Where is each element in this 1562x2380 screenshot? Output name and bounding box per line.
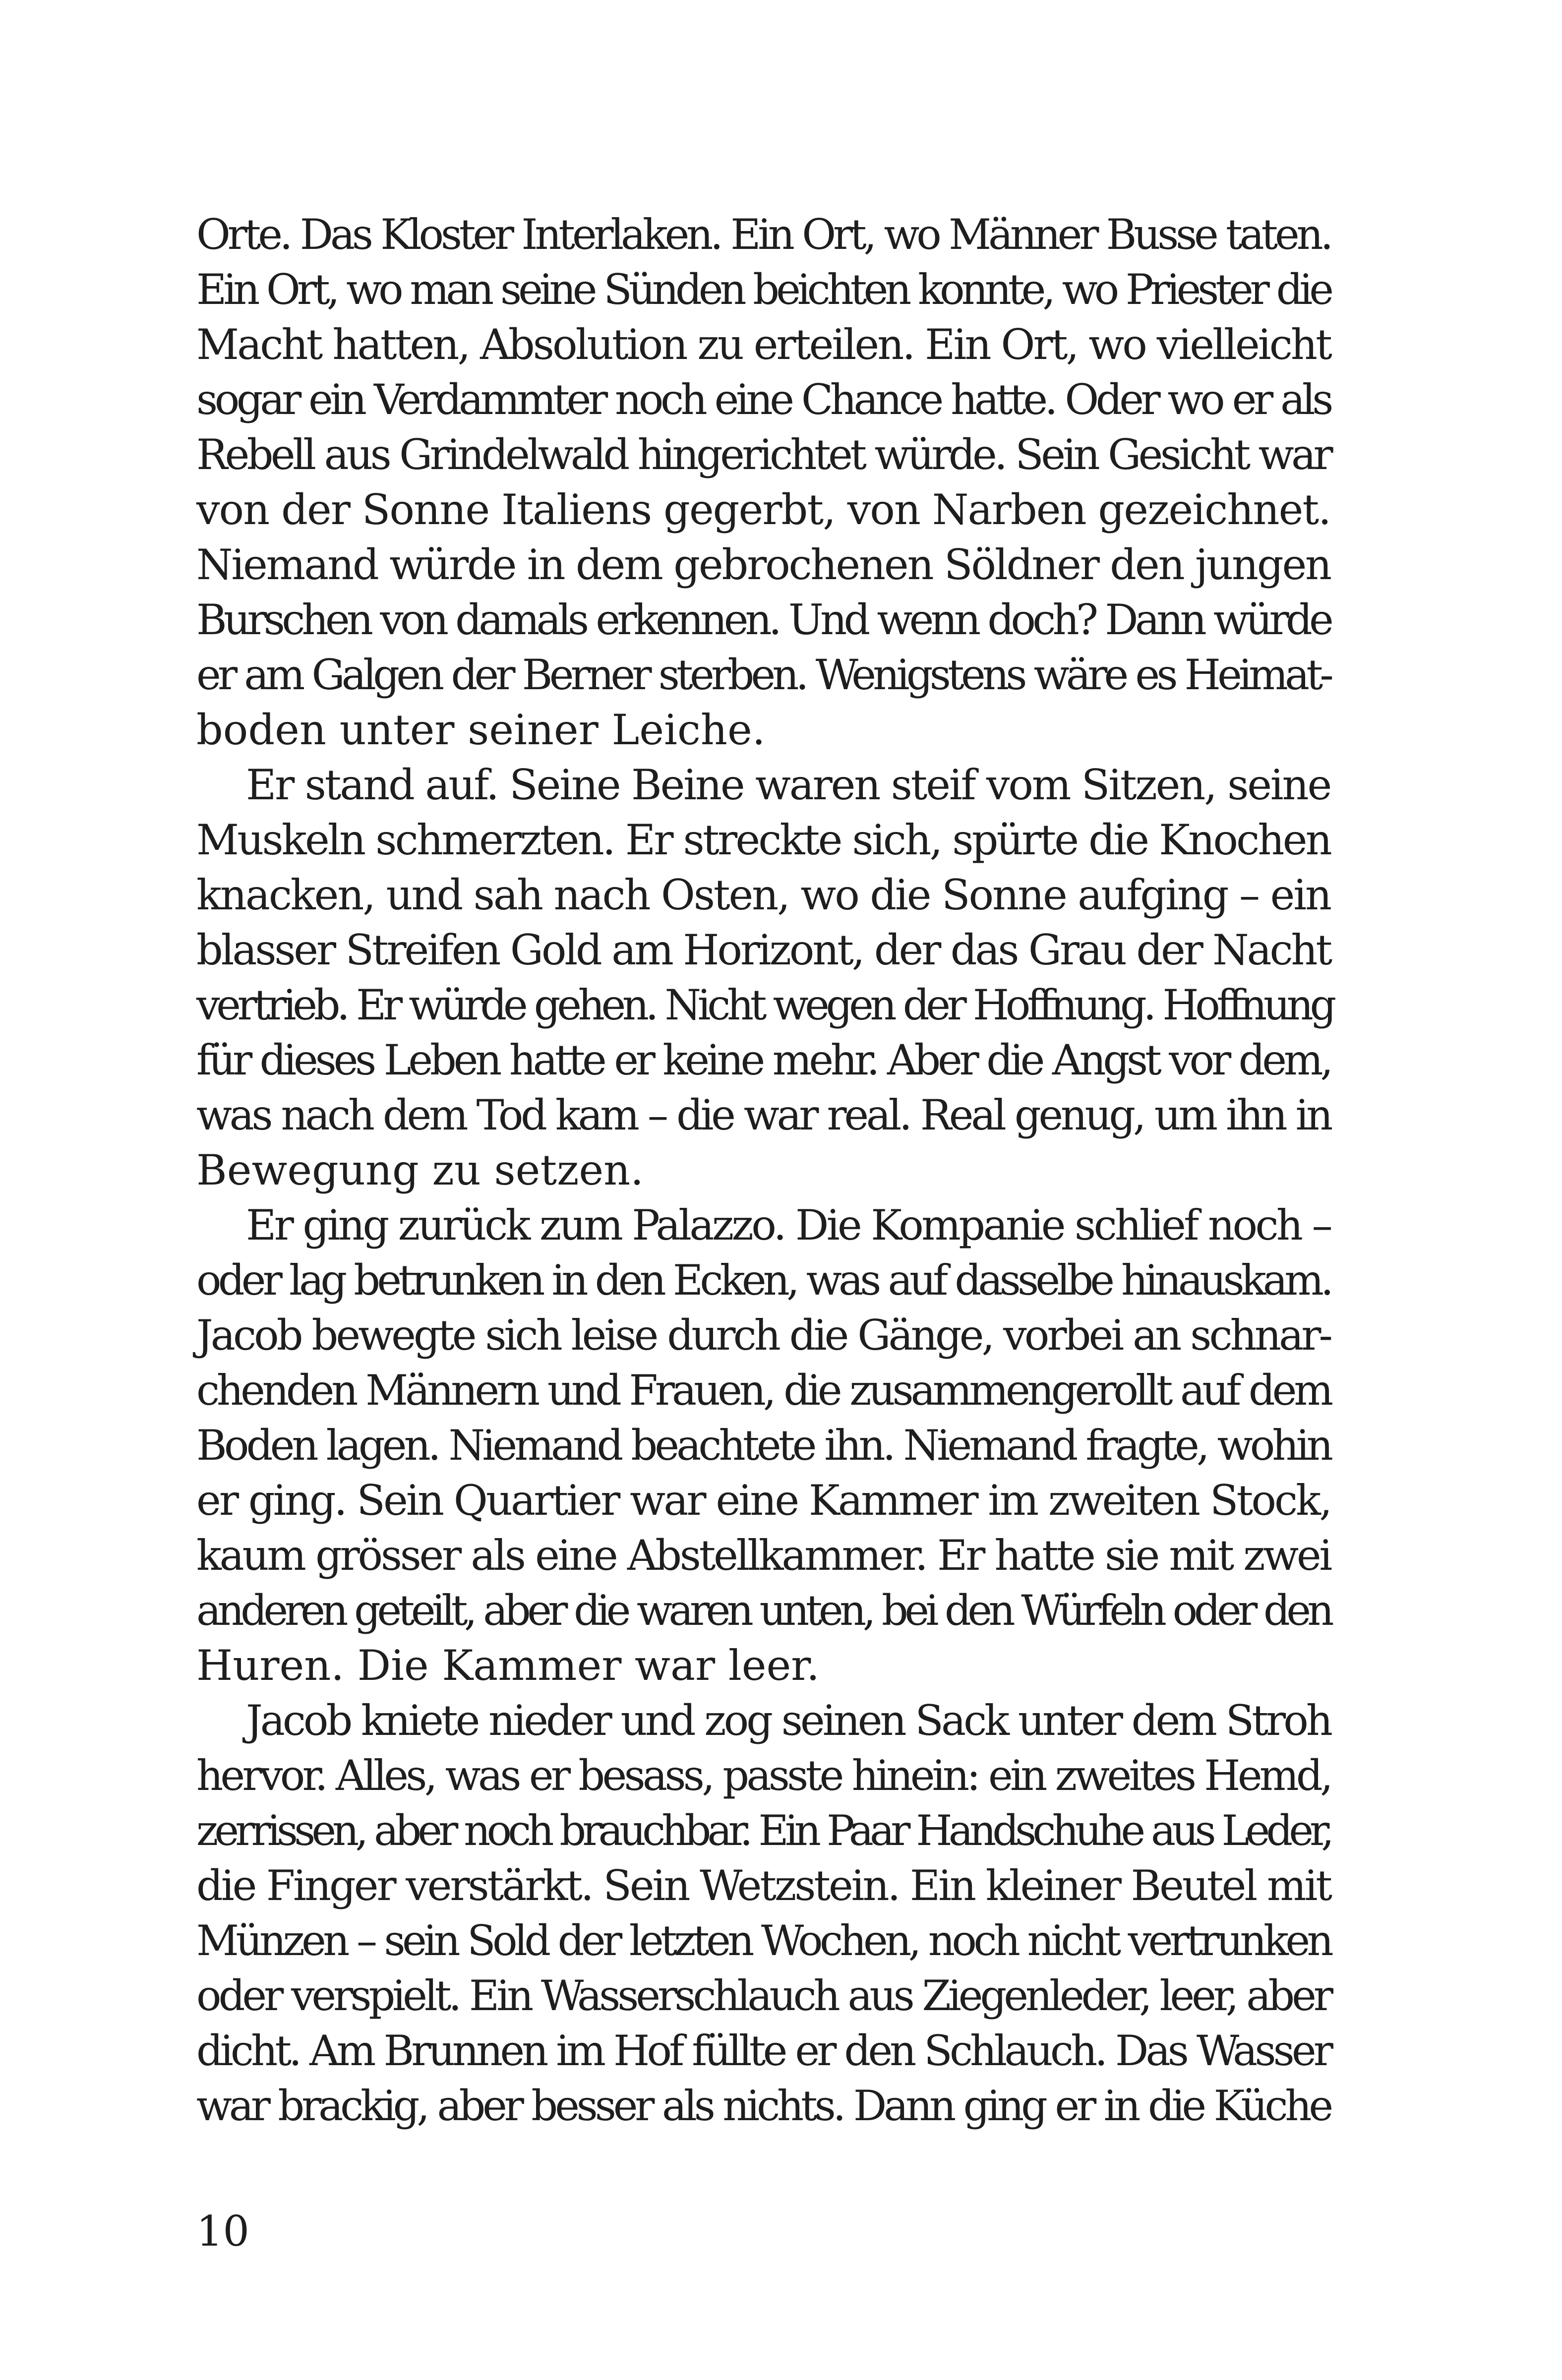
text-line: oder verspielt. Ein Wasserschlauch aus Ziegenleder, leer, aber bbox=[196, 1971, 1330, 2020]
text-line: war brackig, aber besser als nichts. Dann ging er in die Küche bbox=[196, 2082, 1330, 2130]
text-line: Burschen von damals erkennen. Und wenn doch? Dann würde bbox=[196, 595, 1330, 644]
text-line: sogar ein Verdammter noch eine Chance hatte. Oder wo er als bbox=[196, 375, 1330, 424]
text-line: oder lag betrunken in den Ecken, was auf dasselbe hinauskam. bbox=[196, 1256, 1330, 1305]
text-line: zerrissen, aber noch brauchbar. Ein Paar Handschuhe aus Leder, bbox=[196, 1806, 1330, 1855]
text-line: Macht hatten, Absolution zu erteilen. Ein Ort, wo vielleicht bbox=[196, 320, 1330, 369]
text-line: Münzen – sein Sold der letzten Wochen, noch nicht vertrunken bbox=[196, 1916, 1330, 1965]
page-number: 10 bbox=[196, 2207, 249, 2256]
text-line: hervor. Alles, was er besass, passte hinein: ein zweites Hemd, bbox=[196, 1751, 1330, 1800]
text-line: anderen geteilt, aber die waren unten, bei den Würfeln oder den bbox=[196, 1586, 1330, 1635]
text-line: Orte. Das Kloster Interlaken. Ein Ort, wo Männer Busse taten. bbox=[196, 210, 1330, 259]
text-line: Huren. Die Kammer war leer. bbox=[196, 1641, 820, 1690]
text-line: Bewegung zu setzen. bbox=[196, 1146, 644, 1194]
text-line: chenden Männern und Frauen, die zusammengerollt auf dem bbox=[196, 1366, 1330, 1415]
text-line: blasser Streifen Gold am Horizont, der das Grau der Nacht bbox=[196, 926, 1330, 974]
text-line: Jacob kniete nieder und zog seinen Sack unter dem Stroh bbox=[246, 1696, 1330, 1745]
text-line: Boden lagen. Niemand beachtete ihn. Niemand fragte, wohin bbox=[196, 1421, 1330, 1470]
text-line: von der Sonne Italiens gegerbt, von Narben gezeichnet. bbox=[196, 485, 1330, 534]
text-line: vertrieb. Er würde gehen. Nicht wegen der Hoffnung. Hoffnung bbox=[196, 981, 1333, 1029]
text-line: kaum grösser als eine Abstellkammer. Er hatte sie mit zwei bbox=[196, 1531, 1330, 1580]
text-line: dicht. Am Brunnen im Hof füllte er den Schlauch. Das Wasser bbox=[196, 2026, 1330, 2075]
text-line: für dieses Leben hatte er keine mehr. Aber die Angst vor dem, bbox=[196, 1036, 1330, 1084]
text-line: Niemand würde in dem gebrochenen Söldner den jungen bbox=[196, 540, 1330, 589]
text-line: boden unter seiner Leiche. bbox=[196, 706, 766, 754]
text-line: knacken, und sah nach Osten, wo die Sonne aufging – ein bbox=[196, 871, 1331, 919]
text-line: Er ging zurück zum Palazzo. Die Kompanie schlief noch – bbox=[246, 1201, 1330, 1250]
text-line: was nach dem Tod kam – die war real. Real genug, um ihn in bbox=[196, 1091, 1330, 1139]
text-line: Er stand auf. Seine Beine waren steif vom Sitzen, seine bbox=[246, 761, 1331, 809]
text-line: er ging. Sein Quartier war eine Kammer im zweiten Stock, bbox=[196, 1476, 1330, 1525]
text-line: er am Galgen der Berner sterben. Wenigstens wäre es Heimat- bbox=[196, 651, 1330, 699]
body-text bbox=[196, 207, 1333, 2134]
text-line: Jacob bewegte sich leise durch die Gänge, vorbei an schnar- bbox=[196, 1311, 1330, 1360]
text-line: Rebell aus Grindelwald hingerichtet würde. Sein Gesicht war bbox=[196, 430, 1330, 479]
text-line: Ein Ort, wo man seine Sünden beichten konnte, wo Priester die bbox=[196, 265, 1331, 314]
text-line: Muskeln schmerzten. Er streckte sich, spürte die Knochen bbox=[196, 816, 1330, 864]
text-line: die Finger verstärkt. Sein Wetzstein. Ein kleiner Beutel mit bbox=[196, 1861, 1330, 1910]
